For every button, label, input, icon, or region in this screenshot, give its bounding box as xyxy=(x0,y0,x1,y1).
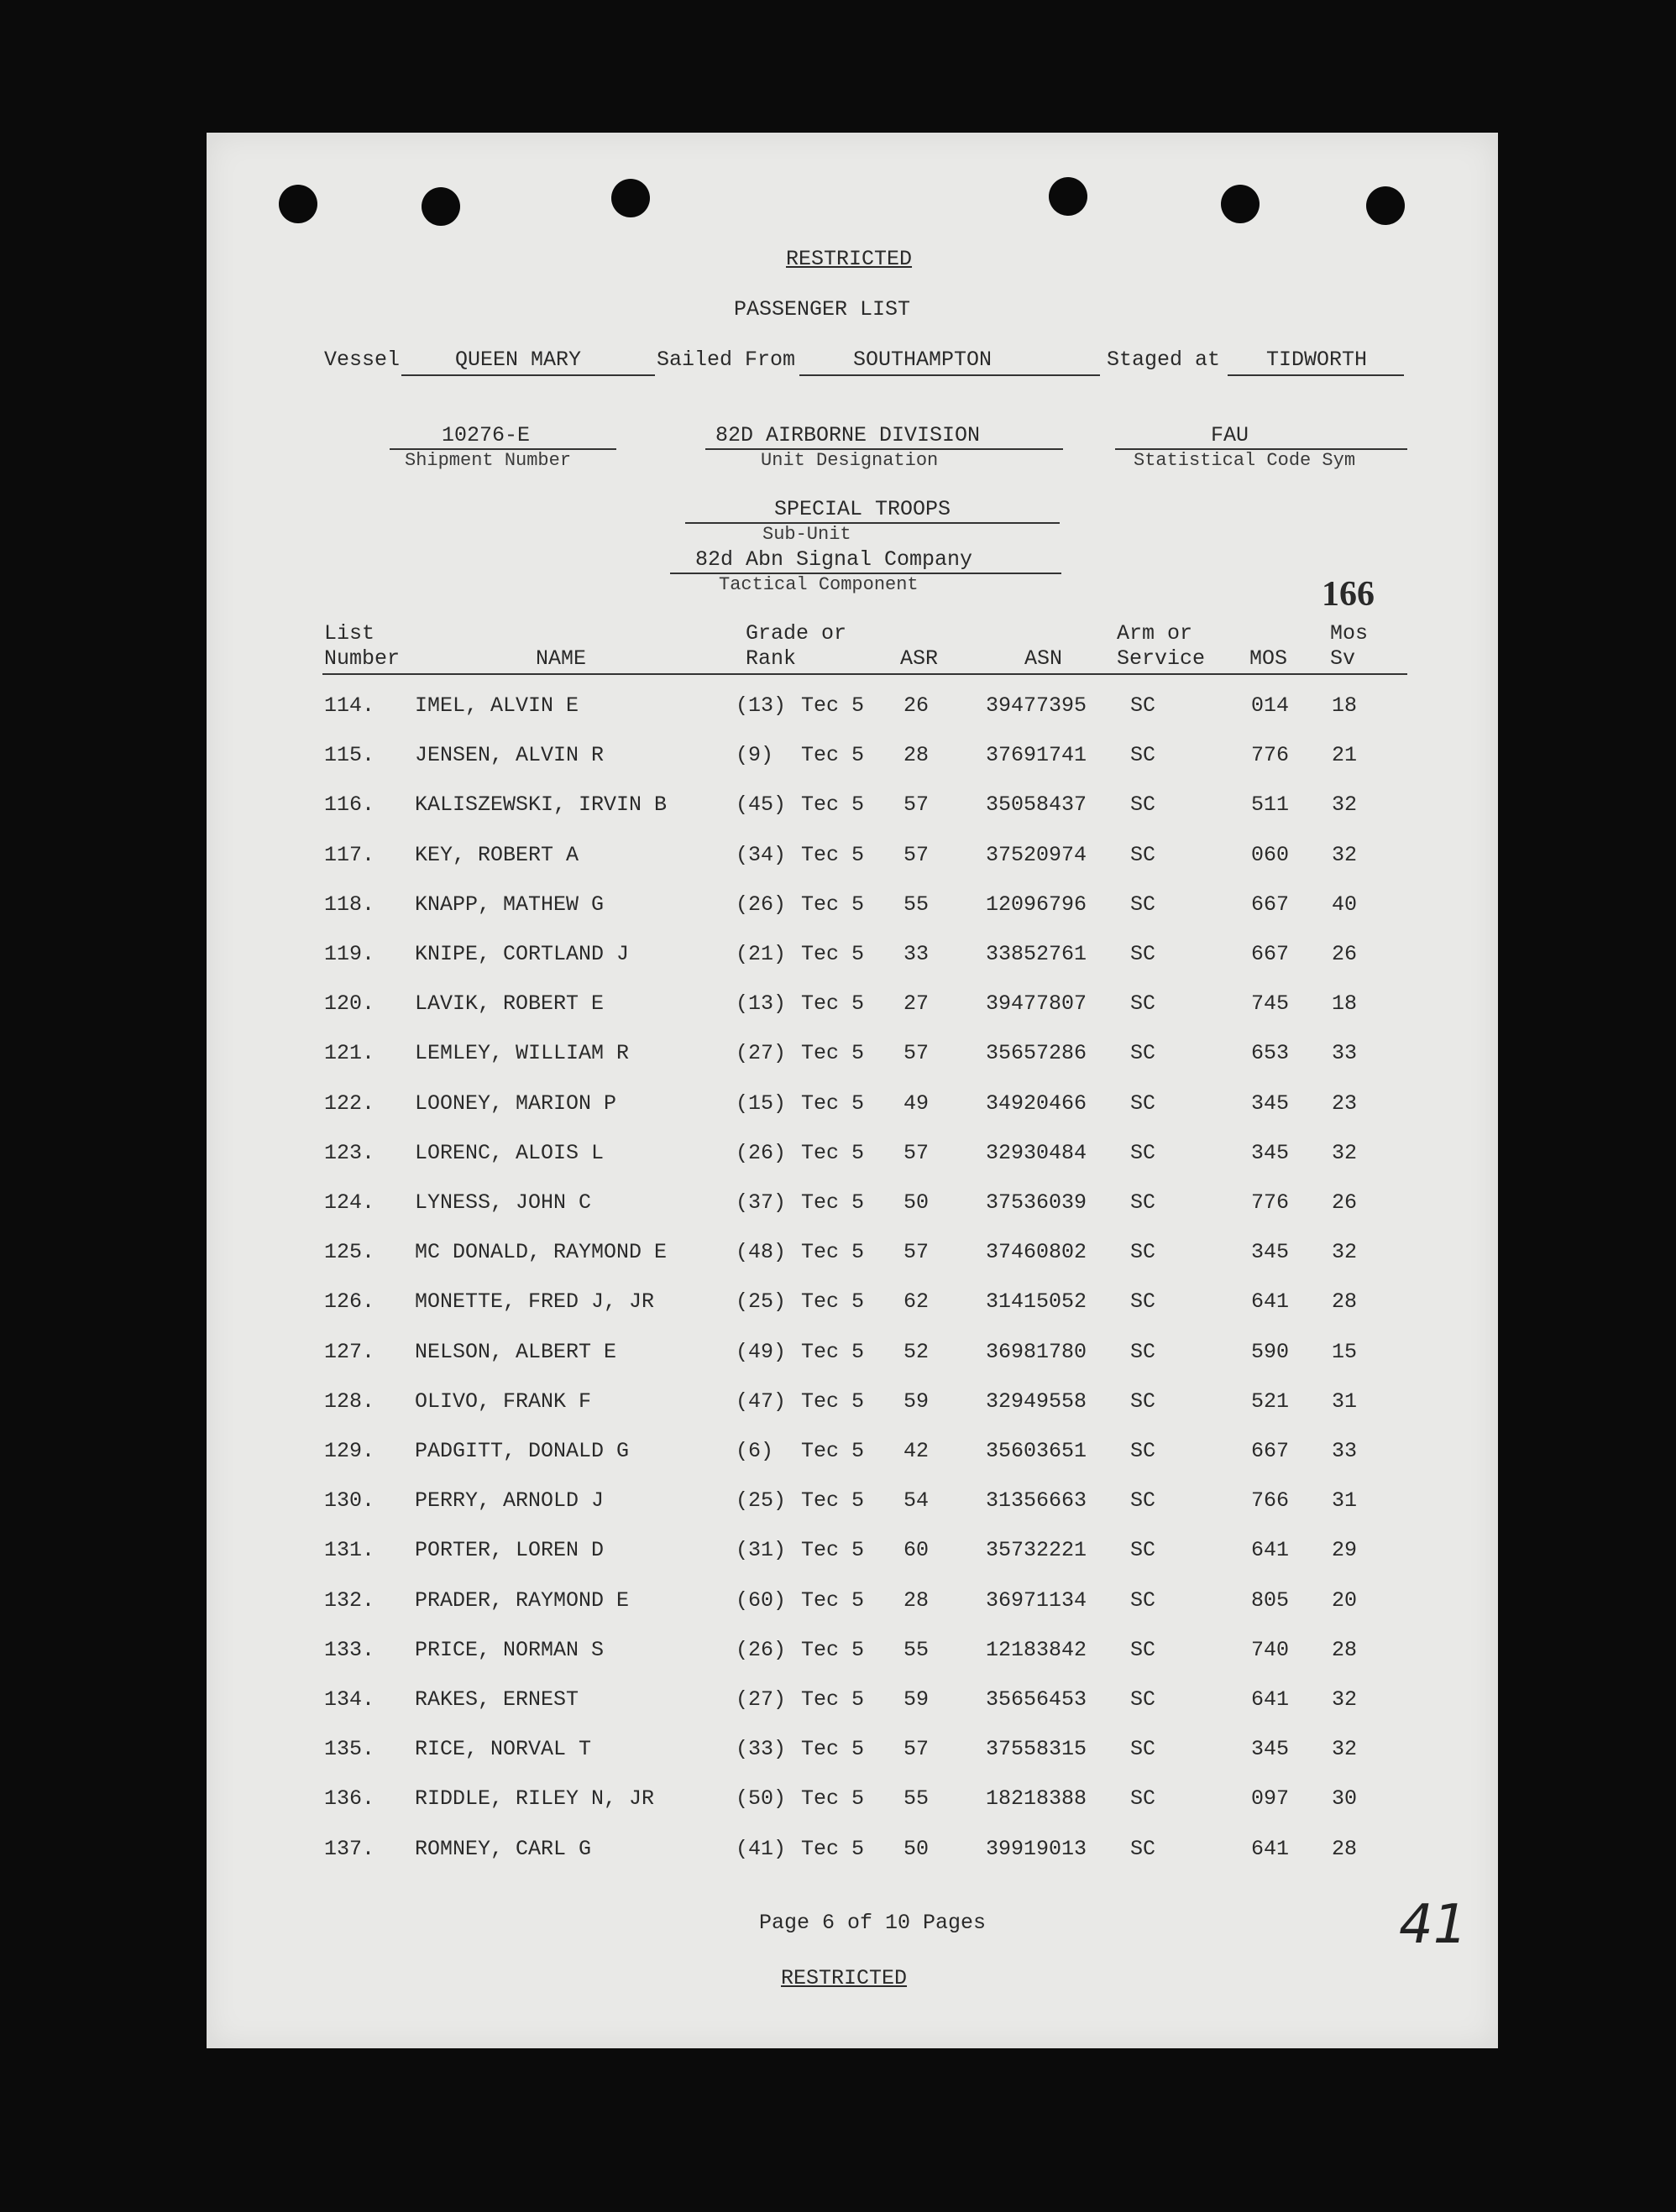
asr-value: 60 xyxy=(903,1538,930,1563)
table-row xyxy=(207,1041,1498,1075)
vessel-underline xyxy=(401,374,655,376)
asr-value: 42 xyxy=(903,1439,930,1463)
shipment-caption: Shipment Number xyxy=(405,450,572,471)
asn-value: 37520974 xyxy=(986,842,1087,867)
asr-value: 57 xyxy=(903,1140,930,1165)
mos-code: 345 xyxy=(1251,1090,1290,1116)
table-row xyxy=(207,1687,1498,1721)
table-row xyxy=(207,991,1498,1025)
staged-at-label: Staged at xyxy=(1107,348,1221,372)
mos-service: 18 xyxy=(1332,693,1358,718)
grade-rank: Tec 5 xyxy=(801,1289,865,1315)
mos-code: 653 xyxy=(1251,1041,1290,1066)
arm-service: SC xyxy=(1130,743,1156,768)
mos-code: 345 xyxy=(1251,1737,1290,1762)
list-number: 124. xyxy=(324,1190,375,1215)
list-number: 122. xyxy=(324,1090,375,1116)
list-number: 123. xyxy=(324,1140,375,1165)
mos-service: 20 xyxy=(1332,1587,1358,1613)
grade-rank: Tec 5 xyxy=(801,1339,865,1364)
grade-code: (26) xyxy=(736,1140,787,1165)
asr-value: 26 xyxy=(903,693,930,718)
mos-service: 28 xyxy=(1332,1289,1358,1315)
asr-value: 55 xyxy=(903,1637,930,1662)
table-row xyxy=(207,743,1498,777)
passenger-name: KEY, ROBERT A xyxy=(415,842,579,867)
asr-value: 27 xyxy=(903,991,930,1017)
mos-service: 15 xyxy=(1332,1339,1358,1364)
list-number: 121. xyxy=(324,1041,375,1066)
grade-code: (47) xyxy=(736,1388,787,1414)
staged-at-value: TIDWORTH xyxy=(1266,348,1368,372)
passenger-name: JENSEN, ALVIN R xyxy=(415,743,605,768)
mos-service: 30 xyxy=(1332,1786,1358,1812)
mos-code: 740 xyxy=(1251,1637,1290,1662)
grade-rank: Tec 5 xyxy=(801,1687,865,1712)
asr-value: 57 xyxy=(903,1240,930,1265)
page-stamp-number: 166 xyxy=(1322,575,1375,614)
col-arm-2: Service xyxy=(1117,646,1206,671)
asr-value: 57 xyxy=(903,1041,930,1066)
asn-value: 35656453 xyxy=(986,1687,1087,1712)
grade-rank: Tec 5 xyxy=(801,1587,865,1613)
table-row xyxy=(207,1538,1498,1571)
table-row xyxy=(207,1091,1498,1125)
table-row xyxy=(207,792,1498,826)
vessel-value: QUEEN MARY xyxy=(455,348,582,372)
grade-rank: Tec 5 xyxy=(801,1240,865,1265)
grade-code: (37) xyxy=(736,1190,787,1215)
punch-hole-4 xyxy=(1049,177,1087,216)
asr-value: 50 xyxy=(903,1836,930,1861)
asn-value: 36971134 xyxy=(986,1587,1087,1613)
list-number: 135. xyxy=(324,1737,375,1762)
asn-value: 31356663 xyxy=(986,1488,1087,1514)
arm-service: SC xyxy=(1130,942,1156,966)
list-number: 127. xyxy=(324,1339,375,1364)
arm-service: SC xyxy=(1130,1190,1156,1215)
grade-rank: Tec 5 xyxy=(801,1140,865,1165)
table-row xyxy=(207,1588,1498,1622)
grade-rank: Tec 5 xyxy=(801,1439,865,1463)
grade-code: (26) xyxy=(736,1637,787,1662)
arm-service: SC xyxy=(1130,1687,1156,1712)
asr-value: 33 xyxy=(903,942,930,966)
mos-code: 641 xyxy=(1251,1289,1290,1315)
arm-service: SC xyxy=(1130,1737,1156,1762)
grade-code: (15) xyxy=(736,1090,787,1116)
table-row xyxy=(207,1488,1498,1522)
passenger-name: PERRY, ARNOLD J xyxy=(415,1488,605,1514)
mos-code: 766 xyxy=(1251,1488,1290,1514)
table-row xyxy=(207,1439,1498,1472)
mos-code: 745 xyxy=(1251,991,1290,1017)
arm-service: SC xyxy=(1130,1289,1156,1315)
table-row xyxy=(207,1786,1498,1820)
document-title: PASSENGER LIST xyxy=(734,297,911,322)
col-asr: ASR xyxy=(900,646,939,671)
mos-service: 40 xyxy=(1332,892,1358,917)
passenger-name: LOONEY, MARION P xyxy=(415,1090,617,1116)
grade-rank: Tec 5 xyxy=(801,942,865,966)
grade-code: (6) xyxy=(736,1439,774,1463)
table-row xyxy=(207,1340,1498,1373)
col-name: NAME xyxy=(536,646,587,671)
asn-value: 37558315 xyxy=(986,1737,1087,1762)
grade-rank: Tec 5 xyxy=(801,892,865,917)
arm-service: SC xyxy=(1130,1587,1156,1613)
asn-value: 39477807 xyxy=(986,991,1087,1017)
mos-service: 28 xyxy=(1332,1836,1358,1861)
list-number: 133. xyxy=(324,1637,375,1662)
grade-rank: Tec 5 xyxy=(801,1836,865,1861)
asr-value: 59 xyxy=(903,1388,930,1414)
table-row xyxy=(207,843,1498,876)
asr-value: 28 xyxy=(903,743,930,768)
col-arm-1: Arm or xyxy=(1117,621,1193,646)
mos-service: 32 xyxy=(1332,1240,1358,1265)
mos-code: 667 xyxy=(1251,1439,1290,1463)
col-grade-2: Rank xyxy=(746,646,797,671)
grade-code: (48) xyxy=(736,1240,787,1265)
grade-code: (41) xyxy=(736,1836,787,1861)
mos-service: 29 xyxy=(1332,1538,1358,1563)
col-mos-sv-2: Sv xyxy=(1330,646,1356,671)
table-row xyxy=(207,1638,1498,1671)
asn-value: 12183842 xyxy=(986,1637,1087,1662)
asn-value: 33852761 xyxy=(986,942,1087,966)
passenger-name: LEMLEY, WILLIAM R xyxy=(415,1041,630,1066)
mos-code: 590 xyxy=(1251,1339,1290,1364)
grade-code: (25) xyxy=(736,1488,787,1514)
asr-value: 59 xyxy=(903,1687,930,1712)
grade-code: (25) xyxy=(736,1289,787,1315)
mos-service: 23 xyxy=(1332,1090,1358,1116)
mos-service: 32 xyxy=(1332,842,1358,867)
asr-value: 49 xyxy=(903,1090,930,1116)
grade-code: (50) xyxy=(736,1786,787,1812)
asn-value: 32949558 xyxy=(986,1388,1087,1414)
grade-rank: Tec 5 xyxy=(801,1786,865,1812)
mos-code: 641 xyxy=(1251,1538,1290,1563)
mos-service: 26 xyxy=(1332,1190,1358,1215)
grade-code: (9) xyxy=(736,743,774,768)
asr-value: 55 xyxy=(903,1786,930,1812)
mos-code: 060 xyxy=(1251,842,1290,867)
mos-service: 28 xyxy=(1332,1637,1358,1662)
grade-code: (49) xyxy=(736,1339,787,1364)
passenger-name: PRADER, RAYMOND E xyxy=(415,1587,630,1613)
statistical-code: FAU xyxy=(1211,423,1249,447)
mos-code: 667 xyxy=(1251,892,1290,917)
passenger-name: LYNESS, JOHN C xyxy=(415,1190,592,1215)
asr-value: 62 xyxy=(903,1289,930,1315)
list-number: 137. xyxy=(324,1836,375,1861)
table-row xyxy=(207,1141,1498,1174)
mos-code: 776 xyxy=(1251,1190,1290,1215)
grade-code: (34) xyxy=(736,842,787,867)
unit-caption: Unit Designation xyxy=(761,450,939,471)
mos-service: 32 xyxy=(1332,1140,1358,1165)
grade-code: (33) xyxy=(736,1737,787,1762)
mos-service: 21 xyxy=(1332,743,1358,768)
arm-service: SC xyxy=(1130,1439,1156,1463)
asr-value: 50 xyxy=(903,1190,930,1215)
grade-code: (45) xyxy=(736,792,787,818)
grade-rank: Tec 5 xyxy=(801,1190,865,1215)
asn-value: 37460802 xyxy=(986,1240,1087,1265)
mos-service: 32 xyxy=(1332,792,1358,818)
arm-service: SC xyxy=(1130,892,1156,917)
arm-service: SC xyxy=(1130,1786,1156,1812)
asn-value: 37536039 xyxy=(986,1190,1087,1215)
list-number: 120. xyxy=(324,991,375,1017)
punch-hole-2 xyxy=(422,187,460,226)
mos-code: 641 xyxy=(1251,1687,1290,1712)
list-number: 117. xyxy=(324,842,375,867)
grade-rank: Tec 5 xyxy=(801,1090,865,1116)
grade-rank: Tec 5 xyxy=(801,792,865,818)
arm-service: SC xyxy=(1130,1339,1156,1364)
col-mos-sv-1: Mos xyxy=(1330,621,1369,646)
list-number: 118. xyxy=(324,892,375,917)
passenger-name: KNIPE, CORTLAND J xyxy=(415,942,630,966)
sub-unit-caption: Sub-Unit xyxy=(762,524,851,545)
grade-rank: Tec 5 xyxy=(801,842,865,867)
grade-code: (31) xyxy=(736,1538,787,1563)
passenger-name: IMEL, ALVIN E xyxy=(415,693,579,718)
punch-hole-3 xyxy=(611,179,650,217)
list-number: 116. xyxy=(324,792,375,818)
asn-value: 18218388 xyxy=(986,1786,1087,1812)
arm-service: SC xyxy=(1130,693,1156,718)
list-number: 131. xyxy=(324,1538,375,1563)
tactical-caption: Tactical Component xyxy=(719,574,919,595)
asr-value: 55 xyxy=(903,892,930,917)
list-number: 130. xyxy=(324,1488,375,1514)
mos-service: 33 xyxy=(1332,1041,1358,1066)
restricted-heading-bottom: RESTRICTED xyxy=(781,1966,908,1990)
mos-code: 097 xyxy=(1251,1786,1290,1812)
asn-value: 34920466 xyxy=(986,1090,1087,1116)
asn-value: 39477395 xyxy=(986,693,1087,718)
arm-service: SC xyxy=(1130,1140,1156,1165)
passenger-name: LORENC, ALOIS L xyxy=(415,1140,605,1165)
arm-service: SC xyxy=(1130,1041,1156,1066)
sailed-from-value: SOUTHAMPTON xyxy=(853,348,993,372)
mos-service: 31 xyxy=(1332,1388,1358,1414)
mos-code: 345 xyxy=(1251,1240,1290,1265)
grade-rank: Tec 5 xyxy=(801,1388,865,1414)
mos-code: 667 xyxy=(1251,942,1290,966)
mos-code: 521 xyxy=(1251,1388,1290,1414)
mos-code: 511 xyxy=(1251,792,1290,818)
mos-code: 776 xyxy=(1251,743,1290,768)
punch-hole-1 xyxy=(279,185,317,223)
passenger-name: LAVIK, ROBERT E xyxy=(415,991,605,1017)
list-number: 128. xyxy=(324,1388,375,1414)
arm-service: SC xyxy=(1130,1538,1156,1563)
table-row xyxy=(207,1240,1498,1273)
grade-rank: Tec 5 xyxy=(801,1538,865,1563)
passenger-name: PORTER, LOREN D xyxy=(415,1538,605,1563)
mos-service: 26 xyxy=(1332,942,1358,966)
grade-rank: Tec 5 xyxy=(801,1488,865,1514)
restricted-heading-top: RESTRICTED xyxy=(786,247,913,271)
asr-value: 57 xyxy=(903,792,930,818)
asr-value: 54 xyxy=(903,1488,930,1514)
grade-code: (13) xyxy=(736,991,787,1017)
arm-service: SC xyxy=(1130,1090,1156,1116)
sub-unit: SPECIAL TROOPS xyxy=(774,497,951,521)
asn-value: 35732221 xyxy=(986,1538,1087,1563)
list-number: 125. xyxy=(324,1240,375,1265)
document-page xyxy=(207,133,1498,2048)
arm-service: SC xyxy=(1130,842,1156,867)
table-row xyxy=(207,1837,1498,1870)
col-mos: MOS xyxy=(1249,646,1288,671)
grade-rank: Tec 5 xyxy=(801,743,865,768)
list-number: 129. xyxy=(324,1439,375,1463)
grade-code: (60) xyxy=(736,1587,787,1613)
grade-rank: Tec 5 xyxy=(801,1041,865,1066)
header-rule xyxy=(322,673,1407,675)
passenger-name: KALISZEWSKI, IRVIN B xyxy=(415,792,668,818)
arm-service: SC xyxy=(1130,991,1156,1017)
table-row xyxy=(207,1389,1498,1423)
passenger-name: ROMNEY, CARL G xyxy=(415,1836,592,1861)
passenger-name: RICE, NORVAL T xyxy=(415,1737,592,1762)
asr-value: 57 xyxy=(903,842,930,867)
grade-code: (27) xyxy=(736,1687,787,1712)
mos-service: 18 xyxy=(1332,991,1358,1017)
grade-code: (21) xyxy=(736,942,787,966)
asr-value: 57 xyxy=(903,1737,930,1762)
table-row xyxy=(207,1737,1498,1770)
page-info: Page 6 of 10 Pages xyxy=(759,1911,987,1935)
passenger-name: OLIVO, FRANK F xyxy=(415,1388,592,1414)
col-list-number-2: Number xyxy=(324,646,401,671)
asn-value: 12096796 xyxy=(986,892,1087,917)
passenger-name: MONETTE, FRED J, JR xyxy=(415,1289,655,1315)
arm-service: SC xyxy=(1130,1240,1156,1265)
table-row xyxy=(207,1190,1498,1224)
mos-code: 805 xyxy=(1251,1587,1290,1613)
passenger-name: PRICE, NORMAN S xyxy=(415,1637,605,1662)
table-row xyxy=(207,892,1498,926)
arm-service: SC xyxy=(1130,792,1156,818)
grade-rank: Tec 5 xyxy=(801,1737,865,1762)
list-number: 136. xyxy=(324,1786,375,1812)
mos-code: 345 xyxy=(1251,1140,1290,1165)
asn-value: 36981780 xyxy=(986,1339,1087,1364)
passenger-name: NELSON, ALBERT E xyxy=(415,1339,617,1364)
arm-service: SC xyxy=(1130,1388,1156,1414)
passenger-name: KNAPP, MATHEW G xyxy=(415,892,605,917)
shipment-number: 10276-E xyxy=(442,423,531,447)
mos-service: 33 xyxy=(1332,1439,1358,1463)
unit-designation: 82D AIRBORNE DIVISION xyxy=(715,423,981,447)
list-number: 115. xyxy=(324,743,375,768)
grade-rank: Tec 5 xyxy=(801,991,865,1017)
arm-service: SC xyxy=(1130,1637,1156,1662)
sailed-from-label: Sailed From xyxy=(657,348,796,372)
grade-code: (27) xyxy=(736,1041,787,1066)
mos-service: 32 xyxy=(1332,1687,1358,1712)
asn-value: 31415052 xyxy=(986,1289,1087,1315)
passenger-name: RAKES, ERNEST xyxy=(415,1687,579,1712)
mos-code: 014 xyxy=(1251,693,1290,718)
vessel-label: Vessel xyxy=(324,348,401,372)
passenger-name: PADGITT, DONALD G xyxy=(415,1439,630,1463)
asn-value: 32930484 xyxy=(986,1140,1087,1165)
stat-code-caption: Statistical Code Sym xyxy=(1134,450,1356,471)
col-grade-1: Grade or xyxy=(746,621,847,646)
punch-hole-5 xyxy=(1221,185,1260,223)
grade-rank: Tec 5 xyxy=(801,1637,865,1662)
table-row xyxy=(207,1289,1498,1323)
passenger-name: RIDDLE, RILEY N, JR xyxy=(415,1786,655,1812)
punch-hole-6 xyxy=(1366,186,1405,225)
mos-service: 31 xyxy=(1332,1488,1358,1514)
mos-service: 32 xyxy=(1332,1737,1358,1762)
staged-at-underline xyxy=(1228,374,1404,376)
col-asn: ASN xyxy=(1024,646,1063,671)
sailed-from-underline xyxy=(799,374,1100,376)
list-number: 132. xyxy=(324,1587,375,1613)
asn-value: 35058437 xyxy=(986,792,1087,818)
table-row xyxy=(207,693,1498,727)
list-number: 119. xyxy=(324,942,375,966)
asn-value: 37691741 xyxy=(986,743,1087,768)
asr-value: 28 xyxy=(903,1587,930,1613)
asn-value: 35603651 xyxy=(986,1439,1087,1463)
sub-unit-underline xyxy=(685,522,1060,524)
grade-code: (26) xyxy=(736,892,787,917)
asr-value: 52 xyxy=(903,1339,930,1364)
list-number: 114. xyxy=(324,693,375,718)
mos-code: 641 xyxy=(1251,1836,1290,1861)
grade-rank: Tec 5 xyxy=(801,693,865,718)
list-number: 134. xyxy=(324,1687,375,1712)
col-list-number-1: List xyxy=(324,621,375,646)
asn-value: 39919013 xyxy=(986,1836,1087,1861)
asn-value: 35657286 xyxy=(986,1041,1087,1066)
arm-service: SC xyxy=(1130,1488,1156,1514)
table-row xyxy=(207,942,1498,975)
list-number: 126. xyxy=(324,1289,375,1315)
grade-code: (13) xyxy=(736,693,787,718)
handwritten-page-number: 41 xyxy=(1399,1894,1468,1956)
passenger-name: MC DONALD, RAYMOND E xyxy=(415,1240,668,1265)
tactical-component: 82d Abn Signal Company xyxy=(695,547,973,572)
arm-service: SC xyxy=(1130,1836,1156,1861)
